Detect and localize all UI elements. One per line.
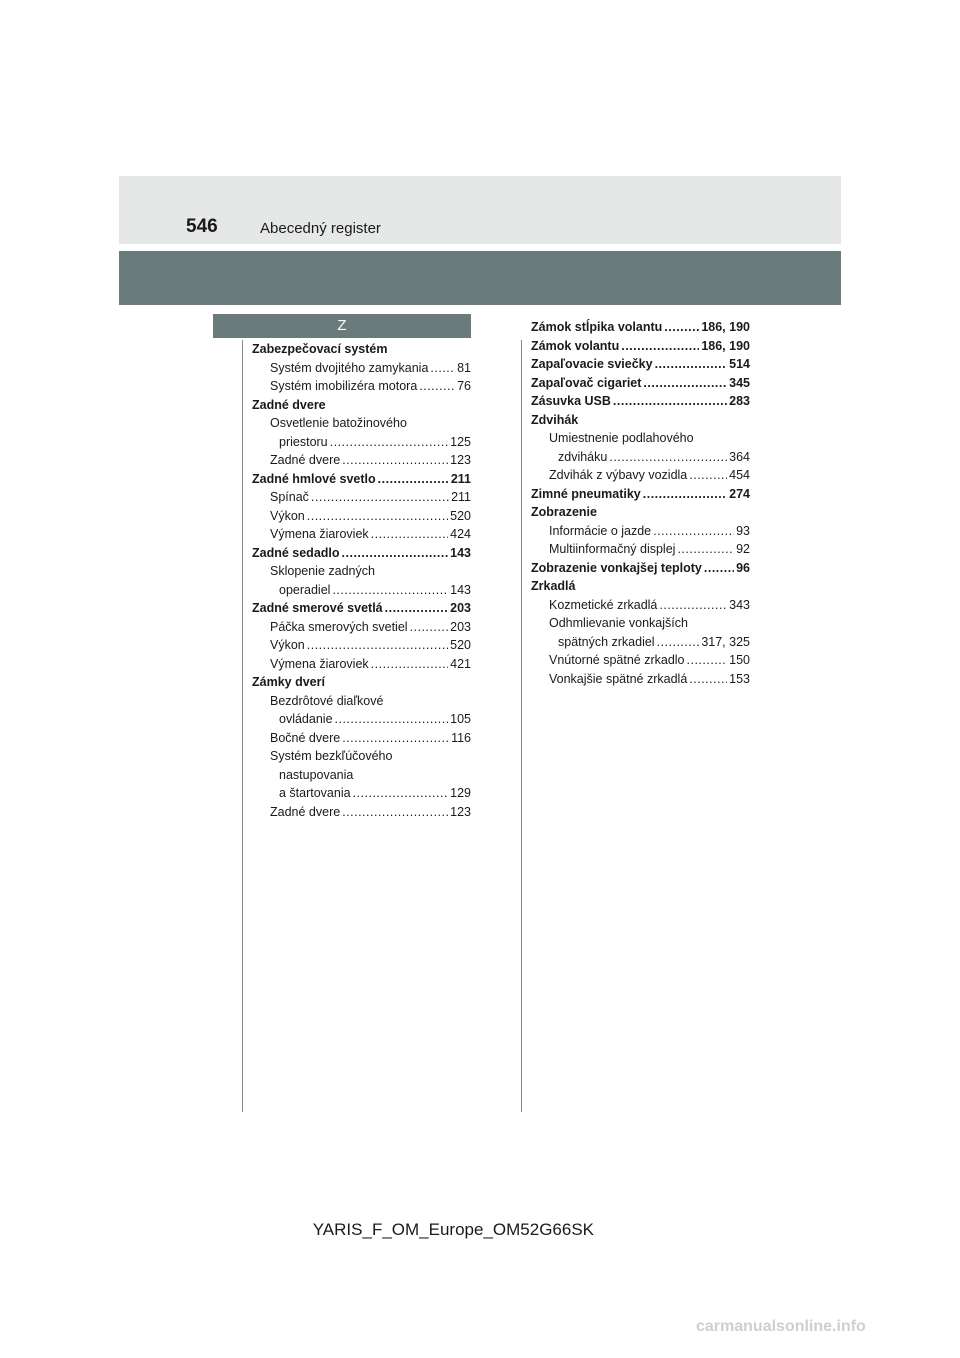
entry-page-ref: 186, 190 (701, 338, 750, 353)
entry-term: Osvetlenie batožinového (270, 416, 407, 430)
index-entry (531, 559, 750, 578)
entry-term: Zapaľovač cigariet (531, 375, 642, 390)
dot-leader (687, 651, 728, 670)
index-entry (531, 411, 750, 430)
entry-term: Systém dvojitého zamykania (270, 360, 429, 375)
entry-term: zdviháku (558, 449, 608, 464)
entry-page-ref: 92 (736, 542, 750, 556)
entry-term: ovládanie (279, 712, 333, 726)
index-entry (252, 673, 471, 692)
entry-term: Spínač (270, 490, 309, 504)
dot-leader (385, 599, 449, 618)
index-entry (252, 433, 471, 452)
index-entry (531, 522, 750, 541)
entry-term: Zrkadlá (531, 579, 576, 593)
dot-leader (655, 355, 728, 374)
entry-term: Informácie o jazde (549, 523, 652, 538)
entry-page-ref: 203 (450, 619, 471, 634)
index-column-right (531, 318, 750, 688)
index-entry (531, 651, 750, 670)
dot-leader (664, 318, 699, 337)
entry-page-ref: 520 (450, 638, 471, 652)
entry-page-ref: 364 (729, 449, 750, 464)
index-entry (531, 503, 750, 522)
dot-leader (419, 377, 455, 396)
dot-leader (307, 507, 448, 526)
entry-page-ref: 283 (729, 394, 750, 408)
index-entry (252, 803, 471, 822)
index-entry (252, 710, 471, 729)
index-column-left (252, 340, 471, 821)
entry-term: Bezdrôtové diaľkové (270, 693, 384, 708)
dot-leader (371, 525, 448, 544)
entry-term: Zásuvka USB (531, 394, 611, 408)
dot-leader (353, 784, 449, 803)
entry-page-ref: 150 (729, 653, 750, 667)
entry-term: Zobrazenie (531, 505, 597, 519)
index-entry (252, 618, 471, 637)
entry-page-ref: 186, 190 (701, 320, 750, 334)
entry-page-ref: 143 (450, 582, 471, 597)
entry-term: Bočné dvere (270, 730, 341, 745)
dot-leader (410, 618, 449, 637)
page-number: 546 (186, 216, 218, 237)
dot-leader (653, 522, 734, 541)
entry-page-ref: 76 (457, 379, 471, 393)
index-entry (252, 766, 471, 785)
entry-term: Výmena žiaroviek (270, 656, 369, 671)
entry-term: Zámok stĺpika volantu (531, 320, 663, 334)
index-entry (531, 392, 750, 411)
index-entry (531, 670, 750, 689)
index-entry (252, 784, 471, 803)
index-entry (531, 633, 750, 652)
entry-term: Výmena žiaroviek (270, 527, 369, 541)
dot-leader (657, 633, 700, 652)
entry-page-ref: 129 (450, 786, 471, 800)
dot-leader (378, 470, 449, 489)
entry-page-ref: 514 (729, 357, 750, 371)
dot-leader (342, 803, 448, 822)
dot-leader (307, 636, 448, 655)
dot-leader (689, 670, 727, 689)
index-entry (252, 655, 471, 674)
entry-term: Zadné hmlové svetlo (252, 471, 376, 486)
entry-term: Systém imobilizéra motora (270, 379, 418, 393)
entry-page-ref: 211 (450, 471, 471, 486)
entry-term: Zadné dvere (270, 453, 341, 467)
dot-leader (311, 488, 449, 507)
index-entry (252, 562, 471, 581)
index-entry (531, 466, 750, 485)
dot-leader (609, 448, 727, 467)
dot-leader (335, 710, 449, 729)
dot-leader (332, 581, 448, 600)
index-entry (531, 540, 750, 559)
entry-term: Zadné sedadlo (252, 545, 340, 560)
index-entry (252, 377, 471, 396)
entry-page-ref: 153 (729, 671, 750, 686)
entry-term: Zapaľovacie sviečky (531, 357, 653, 371)
entry-page-ref: 143 (450, 545, 471, 560)
entry-term: Vnútorné spätné zrkadlo (549, 653, 685, 667)
entry-page-ref: 317, 325 (701, 634, 750, 649)
index-entry (252, 396, 471, 415)
dot-leader (342, 729, 449, 748)
entry-term: a štartovania (279, 786, 351, 800)
index-entry (252, 581, 471, 600)
index-entry (252, 525, 471, 544)
entry-term: Zadné smerové svetlá (252, 601, 383, 615)
index-entry (252, 599, 471, 618)
index-entry (252, 359, 471, 378)
entry-term: priestoru (279, 434, 328, 449)
dot-leader (643, 374, 727, 393)
index-entry (531, 485, 750, 504)
dot-leader (342, 451, 448, 470)
entry-page-ref: 421 (450, 656, 471, 671)
watermark: carmanualsonline.info (696, 1318, 866, 1335)
index-entry (252, 544, 471, 563)
index-entry (252, 340, 471, 359)
entry-page-ref: 105 (450, 712, 471, 726)
index-entry (252, 470, 471, 489)
dot-leader (621, 337, 699, 356)
dot-leader (342, 544, 449, 563)
dot-leader (689, 466, 727, 485)
dot-leader (430, 359, 455, 378)
index-entry (531, 448, 750, 467)
dot-leader (643, 485, 727, 504)
index-entry (252, 451, 471, 470)
entry-page-ref: 81 (457, 360, 471, 375)
index-entry (252, 729, 471, 748)
dot-leader (613, 392, 727, 411)
section-title: Abecedný register (260, 220, 381, 237)
entry-page-ref: 203 (450, 601, 471, 615)
index-entry (252, 414, 471, 433)
entry-term: Zámky dverí (252, 675, 325, 689)
index-entry (252, 692, 471, 711)
dot-leader (330, 433, 449, 452)
entry-page-ref: 123 (450, 804, 471, 819)
dot-leader (659, 596, 727, 615)
entry-page-ref: 116 (451, 730, 471, 745)
entry-page-ref: 454 (729, 468, 750, 482)
entry-term: Odhmlievanie vonkajších (549, 616, 688, 630)
entry-page-ref: 424 (450, 527, 471, 541)
column-divider-right (521, 340, 522, 1112)
entry-term: nastupovania (279, 767, 354, 782)
entry-term: operadiel (279, 582, 331, 597)
index-entry (531, 577, 750, 596)
entry-term: Zimné pneumatiky (531, 486, 641, 501)
entry-term: Zdvihák z výbavy vozidla (549, 468, 688, 482)
entry-term: Výkon (270, 508, 305, 523)
entry-term: Zabezpečovací systém (252, 342, 388, 356)
index-entry (252, 488, 471, 507)
entry-page-ref: 345 (729, 375, 750, 390)
index-letter-tab: Z (213, 314, 471, 338)
entry-page-ref: 125 (450, 434, 471, 449)
entry-page-ref: 343 (729, 597, 750, 612)
entry-term: Zobrazenie vonkajšej teploty (531, 560, 702, 575)
index-entry (531, 318, 750, 337)
index-entry (531, 374, 750, 393)
entry-term: Sklopenie zadných (270, 564, 375, 578)
entry-page-ref: 93 (736, 523, 750, 538)
entry-term: Zdvihák (531, 412, 579, 427)
index-entry (531, 596, 750, 615)
index-entry (531, 614, 750, 633)
index-entry (252, 507, 471, 526)
document-footer: YARIS_F_OM_Europe_OM52G66SK (312, 1220, 594, 1239)
entry-page-ref: 274 (729, 486, 750, 501)
dot-leader (371, 655, 448, 674)
entry-page-ref: 520 (450, 508, 471, 523)
index-entry (531, 429, 750, 448)
header-band (119, 176, 841, 244)
entry-term: Umiestnenie podlahového (549, 431, 694, 445)
index-entry (531, 355, 750, 374)
index-entry (531, 337, 750, 356)
entry-page-ref: 211 (451, 490, 471, 504)
entry-term: Výkon (270, 638, 305, 652)
dot-leader (677, 540, 734, 559)
index-entry (252, 636, 471, 655)
entry-page-ref: 96 (736, 560, 750, 575)
column-divider-left (242, 340, 243, 1112)
dot-leader (704, 559, 734, 578)
entry-term: Vonkajšie spätné zrkadlá (549, 671, 688, 686)
entry-page-ref: 123 (450, 453, 471, 467)
entry-term: Zámok volantu (531, 338, 620, 353)
header-dark-band (119, 251, 841, 305)
entry-term: Zadné dvere (252, 397, 326, 412)
entry-term: Systém bezkľúčového (270, 749, 393, 763)
entry-term: Zadné dvere (270, 804, 341, 819)
entry-term: spätných zrkadiel (558, 634, 655, 649)
index-entry (252, 747, 471, 766)
entry-term: Kozmetické zrkadlá (549, 597, 658, 612)
entry-term: Multiinformačný displej (549, 542, 676, 556)
entry-term: Páčka smerových svetiel (270, 619, 408, 634)
